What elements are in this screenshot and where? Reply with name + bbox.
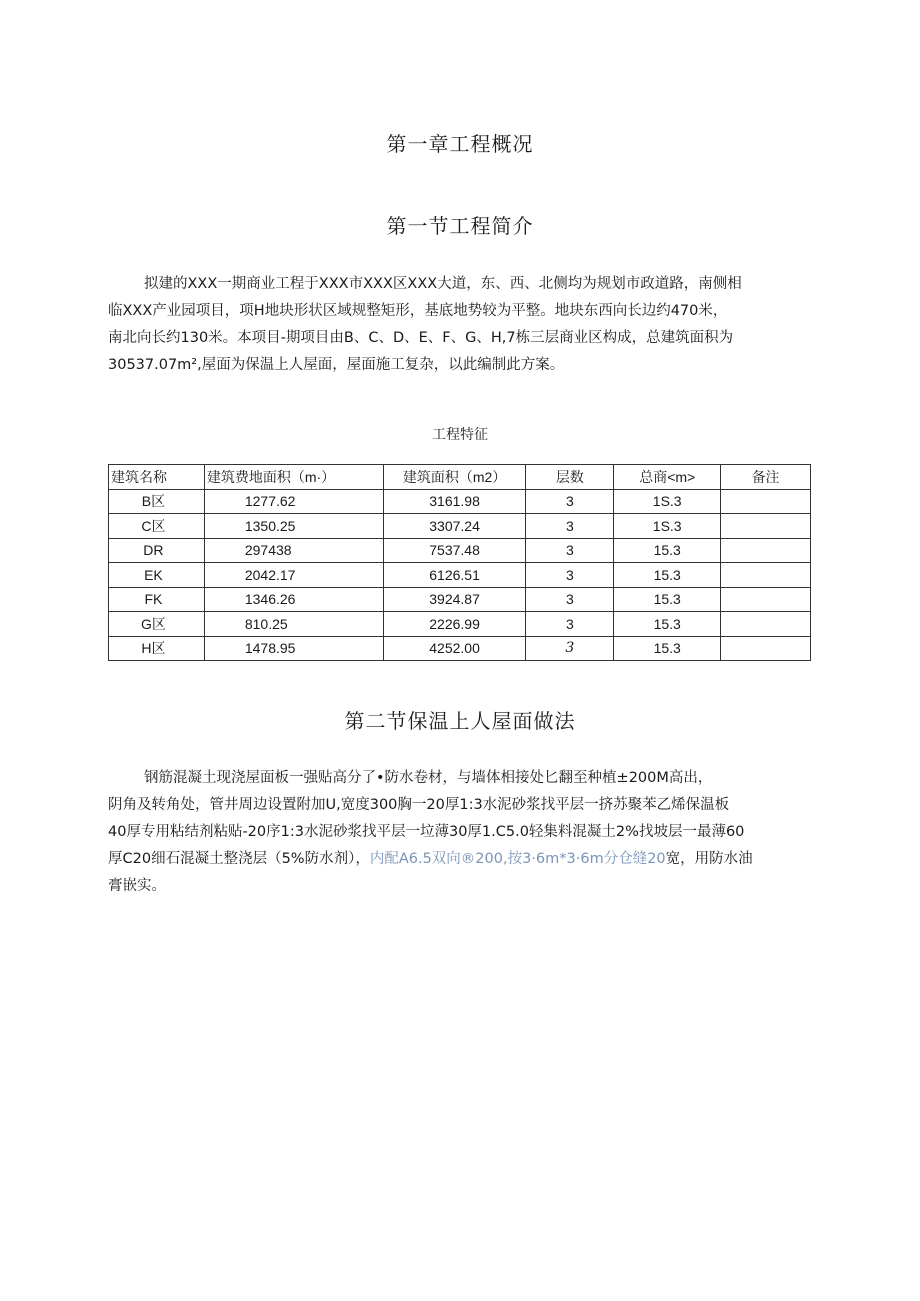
roof-line-5: 膏嵌实。: [108, 878, 166, 894]
intro-line-1: 拟建的XXX一期商业工程于XXX市XXX区XXX大道，东、西、北侧均为规划市政道路，南侧相: [144, 276, 742, 292]
cell-name: DR: [109, 538, 205, 563]
cell-floors: 3: [526, 587, 614, 612]
cell-building-area: 7537.48: [383, 538, 526, 563]
project-features-table: [108, 464, 811, 661]
cell-land-area: 297438: [204, 538, 383, 563]
section-title-roof: 第二节保温上人屋面做法: [344, 709, 576, 733]
cell-building-area: 6126.51: [383, 563, 526, 588]
cell-height: 15.3: [614, 563, 721, 588]
cell-height: 15.3: [614, 587, 721, 612]
cell-land-area: 1350.25: [204, 514, 383, 539]
table-row: [109, 489, 811, 514]
cell-remarks: [721, 636, 811, 661]
cell-name: FK: [109, 587, 205, 612]
table-row: [109, 563, 811, 588]
cell-building-area: 4252.00: [383, 636, 526, 661]
cell-building-area: 2226.99: [383, 612, 526, 637]
cell-land-area: 1346.26: [204, 587, 383, 612]
cell-building-area: 3161.98: [383, 489, 526, 514]
roof-line-1: 钢筋混凝土现浇屋面板一强贴高分了•防水卷材，与墙体相接处匕翻至种植±200M高出，: [144, 770, 713, 786]
cell-remarks: [721, 489, 811, 514]
table-row: [109, 612, 811, 637]
cell-name: G区: [109, 612, 205, 637]
table-caption: 工程特征: [432, 427, 488, 443]
cell-height: 15.3: [614, 538, 721, 563]
cell-land-area: 2042.17: [204, 563, 383, 588]
roof-line-2: 阴角及转角处，管井周边设置附加U,宽度300胸一20厚1:3水泥砂浆找平层一挤苏聚苯乙烯保温板: [108, 797, 730, 813]
roof-line-4-highlight: 内配A6.5双向®200,按3·6m*3·6m分仓缝20: [369, 851, 666, 867]
cell-height: 1S.3: [614, 514, 721, 539]
header-remarks: 备注: [721, 465, 811, 490]
roof-line-4-start: 厚C20细石混凝土整浇层（5%防水剂），: [108, 851, 370, 867]
cell-remarks: [721, 563, 811, 588]
cell-land-area: 1478.95: [204, 636, 383, 661]
cell-floors: 3: [526, 538, 614, 563]
table-row: [109, 636, 811, 661]
intro-line-4: 30537.07m²,屋面为保温上人屋面，屋面施工复杂，以此编制此方案。: [108, 357, 565, 373]
cell-remarks: [721, 538, 811, 563]
cell-building-area: 3924.87: [383, 587, 526, 612]
header-floors: 层数: [526, 465, 614, 490]
cell-floors: 3: [526, 489, 614, 514]
table-header-row: [109, 465, 811, 490]
cell-floors: 3: [526, 612, 614, 637]
cell-name: H区: [109, 636, 205, 661]
cell-name: EK: [109, 563, 205, 588]
table-row: [109, 538, 811, 563]
intro-line-2: 临XXX产业园项目，项H地块形状区域规整矩形，基底地势较为平整。地块东西向长边约470米，: [108, 303, 728, 319]
section-title-intro: 第一节工程简介: [386, 214, 534, 238]
cell-height: 15.3: [614, 636, 721, 661]
cell-remarks: [721, 514, 811, 539]
chapter-title: 第一章工程概况: [386, 132, 534, 156]
roof-paragraph: [108, 765, 812, 900]
table-row: [109, 587, 811, 612]
cell-floors: 3: [526, 514, 614, 539]
header-land-area: 建筑费地面积（m·）: [204, 465, 383, 490]
cell-land-area: 810.25: [204, 612, 383, 637]
intro-paragraph: [108, 271, 812, 379]
roof-line-4: [108, 846, 812, 873]
header-height: 总商<m>: [614, 465, 721, 490]
cell-remarks: [721, 612, 811, 637]
cell-height: 1S.3: [614, 489, 721, 514]
table-row: [109, 514, 811, 539]
roof-line-3: 40厚专用粘结剂粘贴-20序1:3水泥砂浆找平层一垃薄30厚1.C5.0轻集料混凝土2%找坡层一最薄60: [108, 824, 745, 840]
cell-land-area: 1277.62: [204, 489, 383, 514]
header-building-name: 建筑名称: [109, 465, 205, 490]
header-building-area: 建筑面积（m2）: [383, 465, 526, 490]
cell-height: 15.3: [614, 612, 721, 637]
roof-line-4-end: 宽，用防水油: [665, 851, 753, 867]
cell-remarks: [721, 587, 811, 612]
intro-line-3: 南北向长约130米。本项目-期项目由B、C、D、E、F、G、H,7栋三层商业区构成，总建筑面积为: [108, 330, 734, 346]
cell-building-area: 3307.24: [383, 514, 526, 539]
cell-floors: 3: [526, 563, 614, 588]
cell-name: B区: [109, 489, 205, 514]
cell-name: C区: [109, 514, 205, 539]
cell-floors: 3: [526, 636, 614, 661]
